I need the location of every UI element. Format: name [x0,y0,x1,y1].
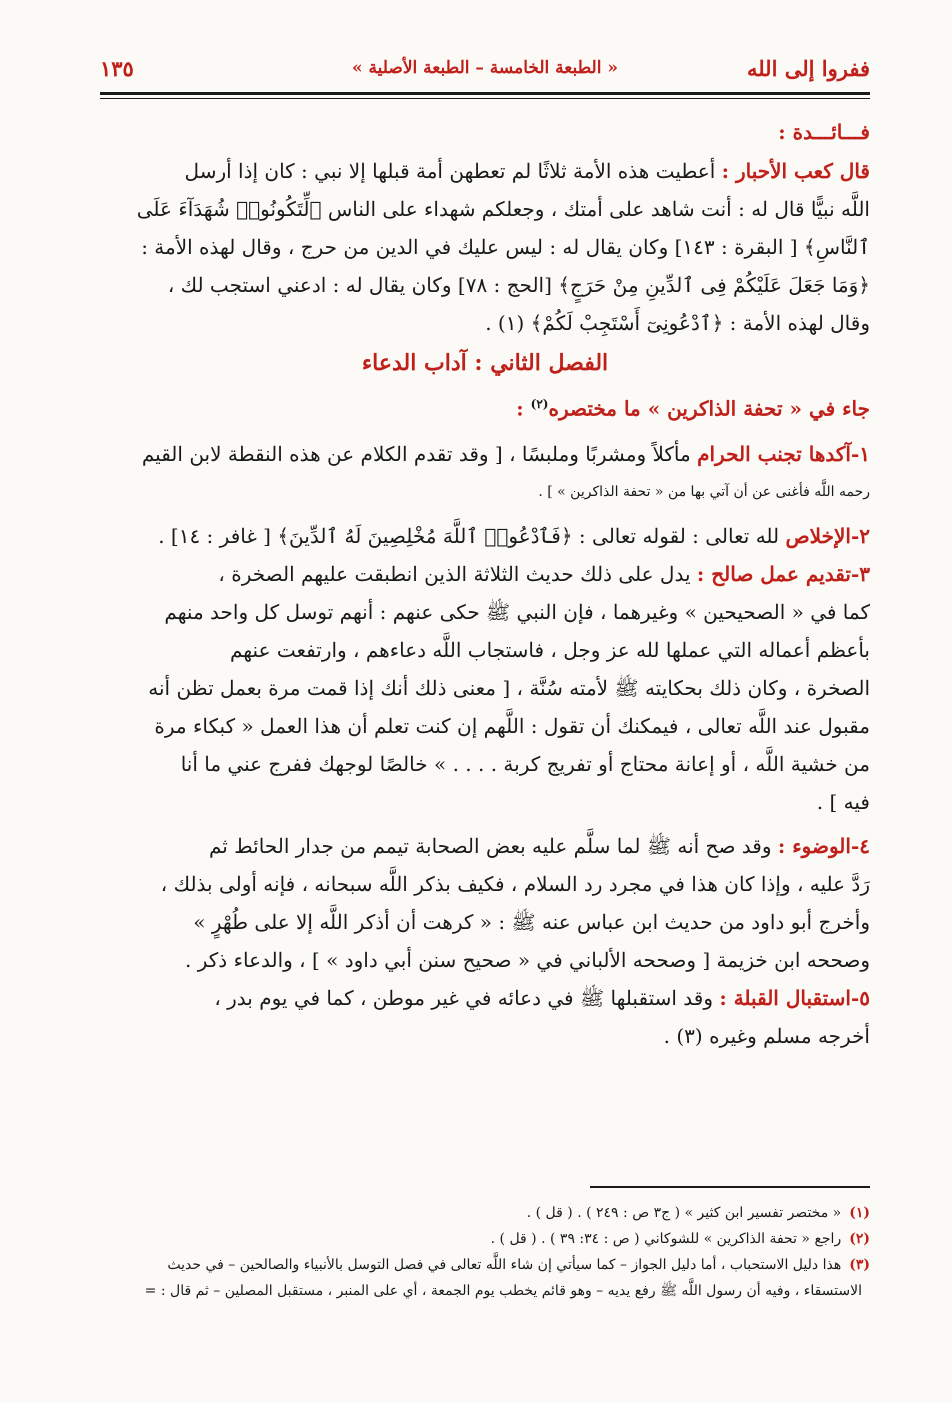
line-text: وقد صح أنه ﷺ لما سلَّم عليه بعض الصحابة تيمم من جدار الحائط ثم [208,833,778,858]
header-rule-thin [100,98,870,99]
text-line [100,1017,870,1055]
item-lead: ٥-استقبال القبلة : [719,985,870,1010]
text-line [100,669,870,707]
chapter-heading: الفصل الثاني : آداب الدعاء [361,350,609,376]
footnote [100,1200,870,1226]
text-line [100,304,870,342]
line-text: فيه ] . [816,789,870,814]
footnotes [100,1200,870,1304]
text-line [100,631,870,669]
line-text: بأعظم أعماله التي عملها لله عز وجل ، فاستجاب اللَّه دعاءهم ، وارتفعت عنهم [230,637,870,662]
list-item [100,517,870,555]
item-lead: ٤-الوضوء : [777,833,870,858]
footnote-number: (٢) [849,1231,870,1247]
line-text: وقال لهذه الأمة : ﴿ٱدْعُونِىٓ أَسْتَجِبْ لَكُمْ﴾ (١) . [485,311,870,335]
line-text: وأخرج أبو داود من حديث ابن عباس عنه ﷺ : « كرهت أن أذكر اللَّه إلا على طُهْرٍ » [193,909,870,934]
text-line [100,435,870,473]
list-item [100,555,870,821]
item-lead: ٢-الإخلاص [785,523,870,548]
line-text: من خشية اللَّه ، أو إعانة محتاج أو تفريج كربة . . . . » خالصًا لوجهك ففرج عني ما أنا [180,751,870,776]
text-line [100,707,870,745]
text-line [100,979,870,1017]
line-text: أخرجه مسلم وغيره (٣) . [663,1023,870,1048]
footnote-separator [590,1186,870,1188]
list-item [100,827,870,979]
subheading-tail: : [516,396,531,421]
text-line [100,941,870,979]
text-line [100,865,870,903]
line-text: ٱلنَّاسِ﴾ [ البقرة : ١٤٣] وكان يقال له : ليس عليك في الدين من حرج ، وقال لهذه الأمة : [141,235,870,259]
text-line [100,266,870,304]
line-text: كما في « الصحيحين » وغيرهما ، فإن النبي ﷺ حكى عنهم : أنهم توسل كل واحد منهم [164,599,870,624]
line-text: اللَّه نبيًّا قال له : أنت شاهد على أمتك ، وجعلكم شهداء على الناس ﴿لِّتَكُونُوا۟ شُهَدَآءَ عَلَى [136,197,870,221]
faida-heading: فـــائـــدة : [778,120,870,144]
line-text: وقد استقبلها ﷺ في دعائه في غير موطن ، كما في يوم بدر ، [214,985,720,1010]
chapter-subheading [100,384,870,429]
faida-lead: قال كعب الأحبار : [721,159,870,183]
list-item [100,435,870,511]
item-lead: ٣-تقديم عمل صالح : [696,561,870,586]
footnote [100,1278,870,1304]
edition-label: « الطبعة الخامسة – الطبعة الأصلية » [351,58,618,78]
line-text: مأكلاً ومشربًا وملبسًا ، [ وقد تقدم الكلام عن هذه النقطة لابن القيم [141,441,698,466]
line-text: وصححه ابن خزيمة [ وصححه الألباني في « صحيح سنن أبي داود » ] ، والدعاء ذكر . [185,947,870,972]
footnote-text: « مختصر تفسير ابن كثير » ( ج٣ ص : ٢٤٩ ) . ( قل ) . [526,1205,842,1221]
faida-paragraph [100,152,870,342]
page-header [100,48,870,92]
footnote [100,1252,870,1278]
line-text: أعطيت هذه الأمة ثلاثًا لم تعطهن أمة قبلها إلا نبي : كان إذا أرسل [184,159,722,183]
line-text: يدل على ذلك حديث الثلاثة الذين انطبقت عليهم الصخرة ، [218,561,697,586]
text-line [100,903,870,941]
footnote-ref: (٢) [530,397,549,411]
footnote-number: (١) [849,1205,870,1221]
text-line [100,517,870,555]
text-line [100,745,870,783]
text-line [100,783,870,821]
footnote-text: الاستسقاء ، وفيه أن رسول اللَّه ﷺ رفع يديه – وهو قائم يخطب يوم الجمعة ، أي على المنبر ، مستقبل المصلين – ثم قال : = [144,1283,862,1299]
main-text [100,112,870,1055]
page-number: ١٣٥ [100,56,134,81]
text-line [100,555,870,593]
book-title: ففروا إلى الله [746,56,870,81]
item-lead: ١-آكدها تجنب الحرام [697,441,870,466]
text-line [100,593,870,631]
subheading-text: جاء في « تحفة الذاكرين » ما مختصره [548,396,870,421]
line-text: الصخرة ، وكان ذلك بحكايته ﷺ لأمته سُنَّة ، [ معنى ذلك أنك إذا قمت مرة بعمل تظن أنه [148,675,870,700]
header-rule [100,92,870,95]
footnote-number: (٣) [849,1257,870,1273]
footnote [100,1226,870,1252]
text-line [100,190,870,228]
line-text: مقبول عند اللَّه تعالى ، فيمكنك أن تقول : اللَّهم إن كنت تعلم أن هذا العمل « كبكاء مرة [154,713,870,738]
line-text: لله تعالى : لقوله تعالى : ﴿فَٱدْعُوا۟ ٱللَّهَ مُخْلِصِينَ لَهُ ٱلدِّينَ﴾ [ غافر : ١٤] . [158,523,786,548]
footnote-text: راجع « تحفة الذاكرين » للشوكاني ( ص : ٣٤: ٣٩ ) . ( قل ) . [490,1231,842,1247]
text-line [100,827,870,865]
line-text: رحمه اللَّه فأغنى عن أن آتي بها من « تحفة الذاكرين » ] . [538,483,870,500]
text-line [100,228,870,266]
list-item [100,979,870,1055]
text-line [100,473,870,511]
text-line [100,152,870,190]
line-text: رَدَّ عليه ، وإذا كان هذا في مجرد رد السلام ، فكيف بذكر اللَّه سبحانه ، فإنه أولى بذلك ، [160,871,870,896]
footnote-text: هذا دليل الاستحباب ، أما دليل الجواز – كما سيأتي إن شاء اللَّه تعالى في فصل التوسل بالأنبياء والصالحين – في حديث [167,1257,842,1273]
line-text: ﴿وَمَا جَعَلَ عَلَيْكُمْ فِى ٱلدِّينِ مِنْ حَرَجٍ﴾ [الحج : ٧٨] وكان يقال له : ادعني استجب لك ، [167,273,870,297]
